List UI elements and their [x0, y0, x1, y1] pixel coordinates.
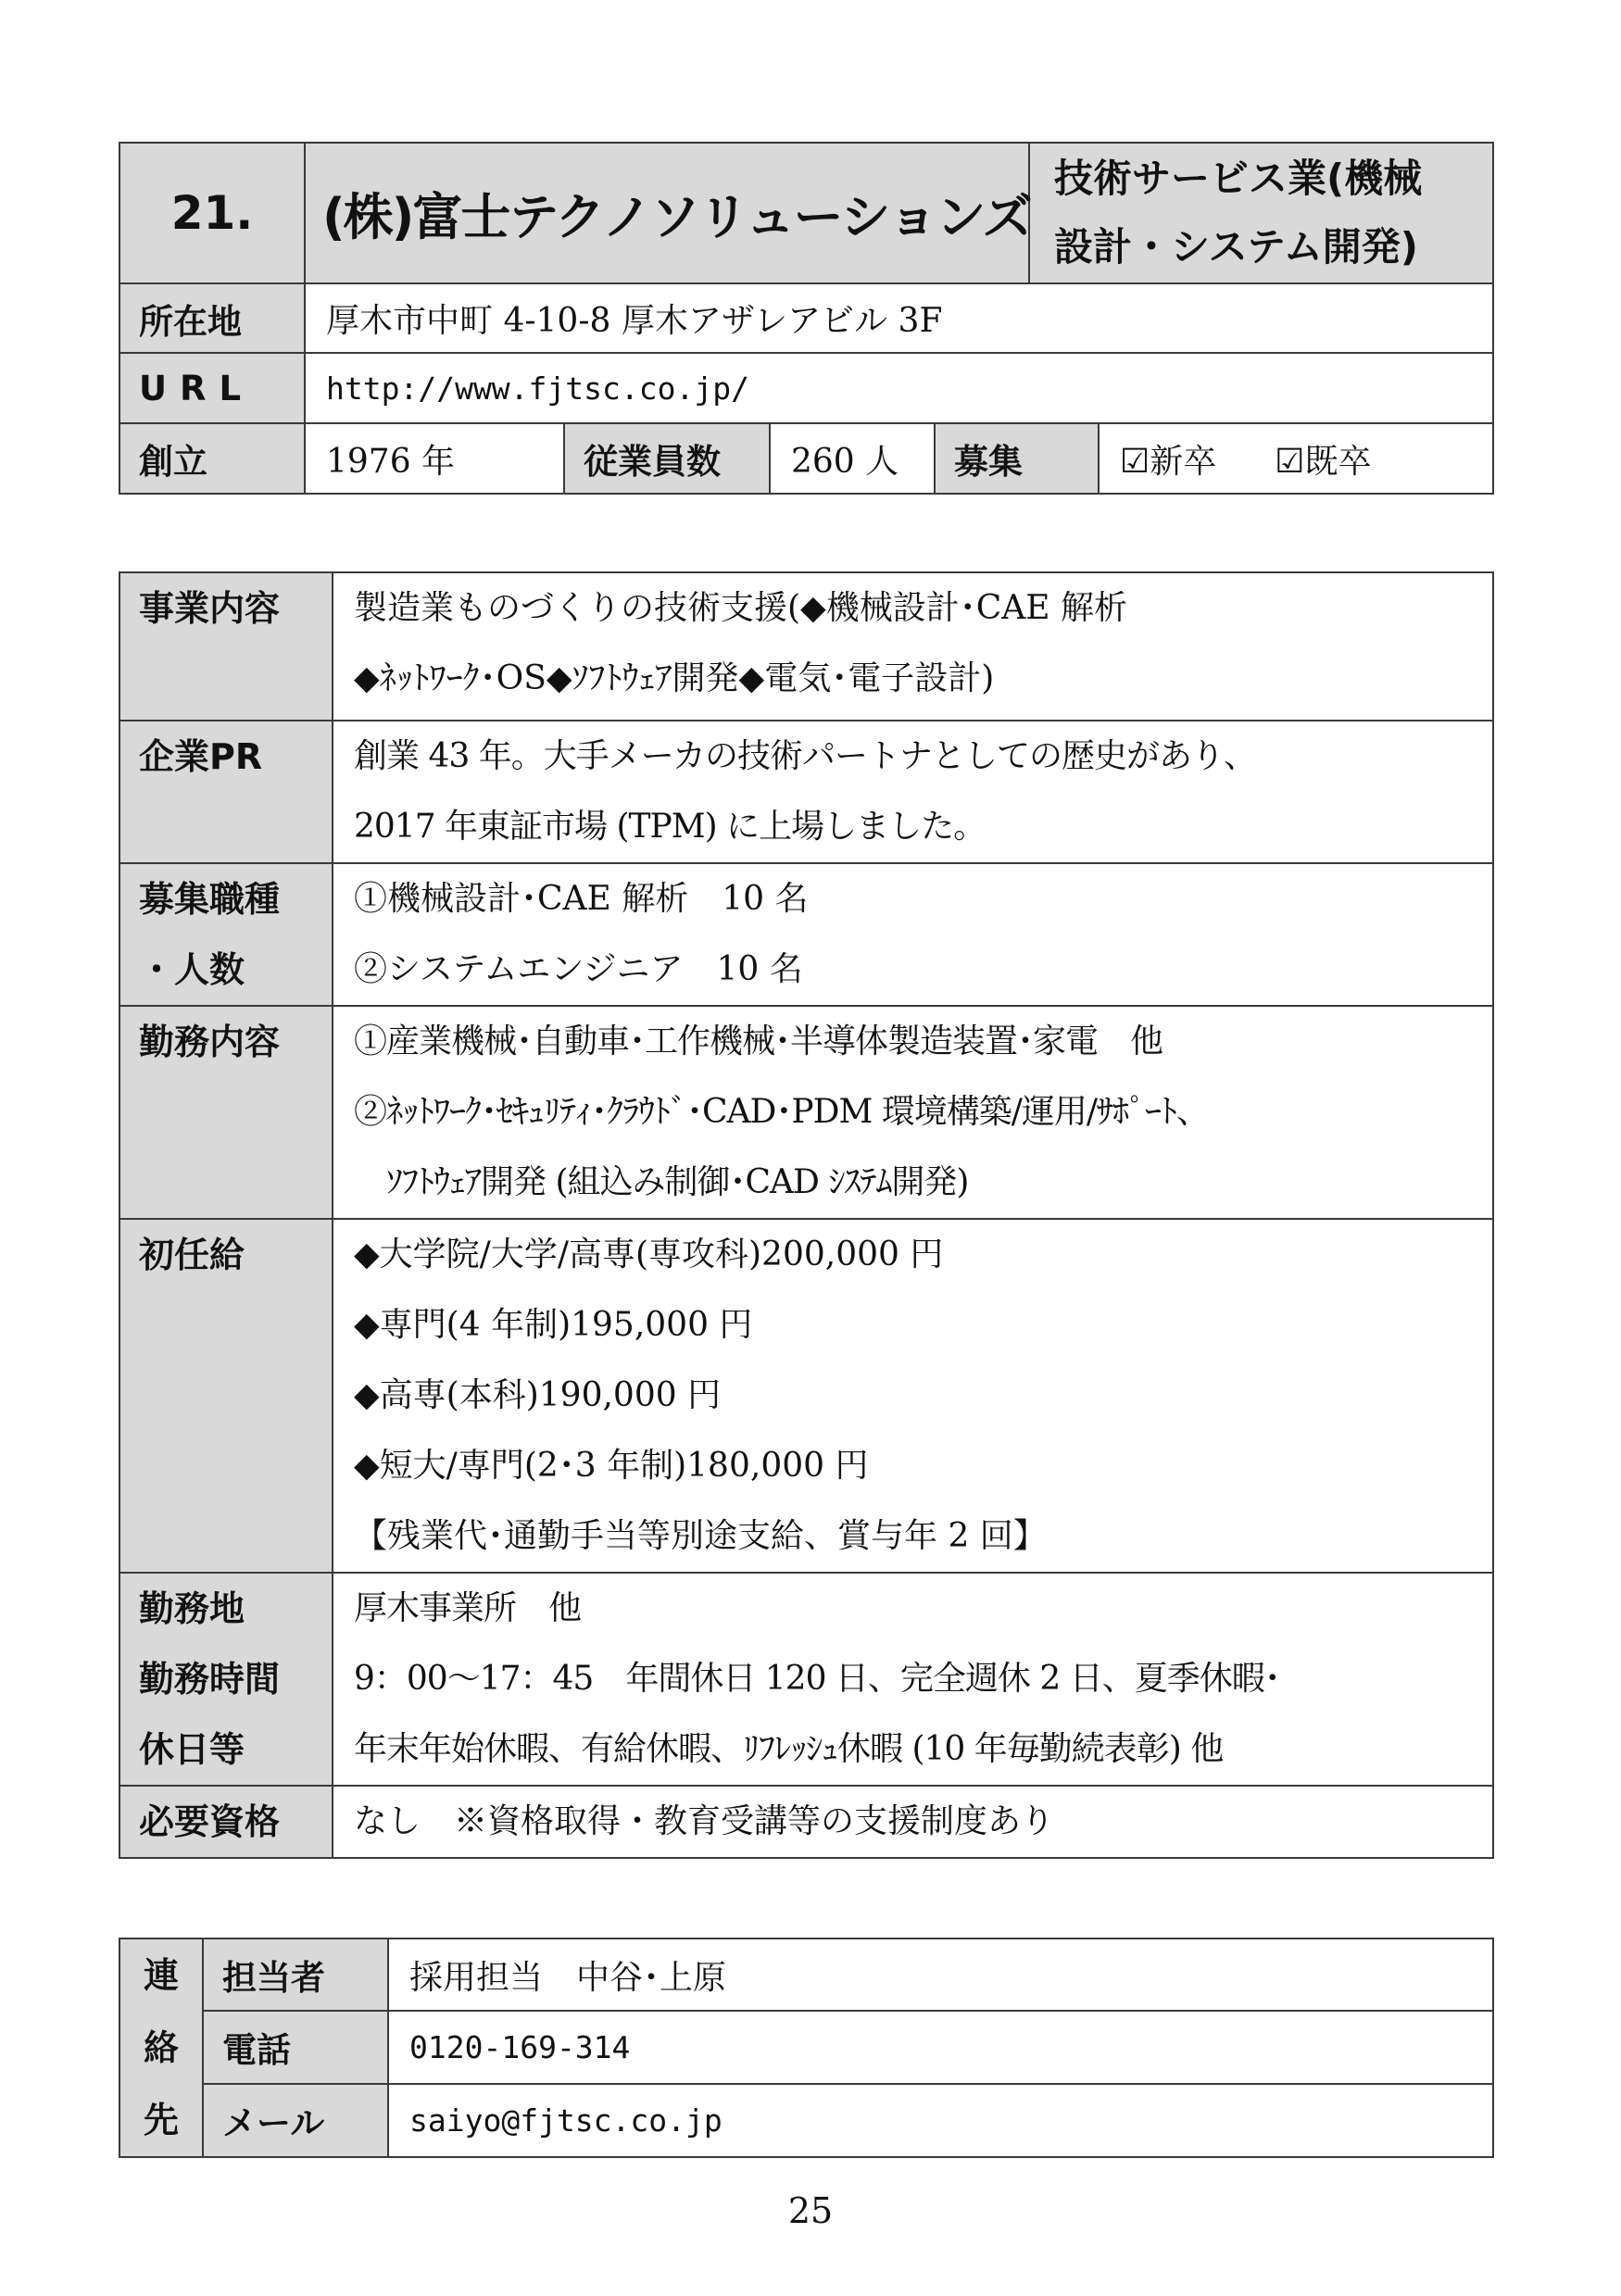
location-line-3: 年末年始休暇、有給休暇、ﾘﾌﾚｯｼｭ休暇 (10 年毎勤続表彰) 他 — [354, 1730, 1224, 1768]
pr-label: 企業PR — [119, 721, 333, 863]
address-label: 所在地 — [119, 283, 305, 353]
page-number: 25 — [787, 2190, 834, 2231]
work-label: 勤務内容 — [119, 1006, 333, 1219]
business-line-2: ◆ﾈｯﾄﾜｰｸ･OS◆ｿﾌﾄｳｪｱ開発◆電気･電子設計) — [354, 659, 995, 697]
positions-line-2: ②システムエンジニア 10 名 — [354, 950, 803, 988]
employees-value: 260 人 — [770, 423, 935, 494]
mail-label: メール — [203, 2084, 388, 2157]
mail-value[interactable]: saiyo@fjtsc.co.jp — [388, 2084, 1493, 2157]
recruit-exp: 既卒 — [1304, 442, 1372, 481]
pr-value — [333, 721, 1493, 863]
contact-table — [119, 1938, 1494, 2158]
positions-label-line-2: ・人数 — [139, 949, 245, 990]
phone-label: 電話 — [203, 2011, 388, 2083]
location-label-line-2: 勤務時間 — [139, 1659, 281, 1700]
url-label: URL — [119, 353, 305, 423]
business-line-1: 製造業ものづくりの技術支援(◆機械設計･CAE 解析 — [354, 589, 1127, 627]
salary-label: 初任給 — [119, 1219, 333, 1573]
business-value — [333, 572, 1493, 721]
salary-line-5: 【残業代･通勤手当等別途支給、賞与年 2 回】 — [354, 1517, 1047, 1555]
phone-value[interactable]: 0120-169-314 — [388, 2011, 1493, 2083]
industry-line-2: 設計・システム開発) — [1054, 224, 1418, 270]
positions-value — [333, 863, 1493, 1006]
entry-number: 21. — [119, 143, 305, 283]
positions-label-line-1: 募集職種 — [139, 879, 281, 920]
contact-side-char-3: 先 — [143, 2100, 179, 2140]
recruit-label: 募集 — [935, 423, 1099, 494]
url-value[interactable]: http://www.fjtsc.co.jp/ — [305, 353, 1493, 423]
positions-label — [119, 863, 333, 1006]
location-label-line-3: 休日等 — [139, 1729, 245, 1770]
location-label — [119, 1573, 333, 1786]
checkbox-exp-icon: ☑ — [1275, 442, 1305, 481]
employees-label: 従業員数 — [564, 423, 770, 494]
checkbox-new-icon: ☑ — [1120, 442, 1150, 481]
company-name: (株)富士テクノソリューションズ — [305, 143, 1029, 283]
recruit-new: 新卒 — [1150, 442, 1217, 481]
recruit-options — [1099, 423, 1493, 494]
salary-line-2: ◆専門(4 年制)195,000 円 — [354, 1306, 753, 1344]
work-line-3: ｿﾌﾄｳｪｱ開発 (組込み制御･CAD ｼｽﾃﾑ開発) — [354, 1163, 969, 1201]
qualification-label: 必要資格 — [119, 1786, 333, 1858]
contact-side-char-2: 絡 — [143, 2027, 179, 2068]
details-table — [119, 571, 1494, 1859]
founded-value: 1976 年 — [305, 423, 564, 494]
positions-line-1: ①機械設計･CAE 解析 10 名 — [354, 880, 809, 918]
company-info-table — [119, 282, 1494, 495]
person-value: 採用担当 中谷･上原 — [388, 1938, 1493, 2011]
salary-line-1: ◆大学院/大学/高専(専攻科)200,000 円 — [354, 1236, 944, 1273]
contact-side-label — [119, 1938, 203, 2157]
location-line-2: 9：00～17：45 年間休日 120 日、完全週休 2 日、夏季休暇･ — [354, 1660, 1280, 1698]
work-line-2: ②ﾈｯﾄﾜｰｸ･ｾｷｭﾘﾃｨ･ｸﾗｳﾄﾞ･CAD･PDM 環境構築/運用/ｻﾎﾟｰﾄ、 — [354, 1093, 1210, 1131]
industry — [1029, 143, 1493, 283]
address-value: 厚木市中町 4-10-8 厚木アザレアビル 3F — [305, 283, 1493, 353]
contact-side-char-1: 連 — [143, 1955, 179, 1996]
salary-line-3: ◆高専(本科)190,000 円 — [354, 1376, 722, 1414]
industry-line-1: 技術サービス業(機械 — [1054, 156, 1423, 201]
founded-label: 創立 — [119, 423, 305, 494]
person-label: 担当者 — [203, 1938, 388, 2011]
pr-line-1: 創業 43 年。大手メーカの技術パートナとしての歴史があり、 — [354, 737, 1256, 775]
company-header-table — [119, 142, 1494, 284]
pr-line-2: 2017 年東証市場 (TPM) に上場しました。 — [354, 808, 986, 846]
qualification-value: なし ※資格取得・教育受講等の支援制度あり — [333, 1786, 1493, 1858]
salary-value — [333, 1219, 1493, 1573]
salary-line-4: ◆短大/専門(2･3 年制)180,000 円 — [354, 1447, 869, 1485]
location-line-1: 厚木事業所 他 — [354, 1589, 582, 1627]
work-line-1: ①産業機械･自動車･工作機械･半導体製造装置･家電 他 — [354, 1023, 1163, 1060]
business-label: 事業内容 — [119, 572, 333, 721]
location-value — [333, 1573, 1493, 1786]
work-value — [333, 1006, 1493, 1219]
location-label-line-1: 勤務地 — [139, 1588, 245, 1629]
